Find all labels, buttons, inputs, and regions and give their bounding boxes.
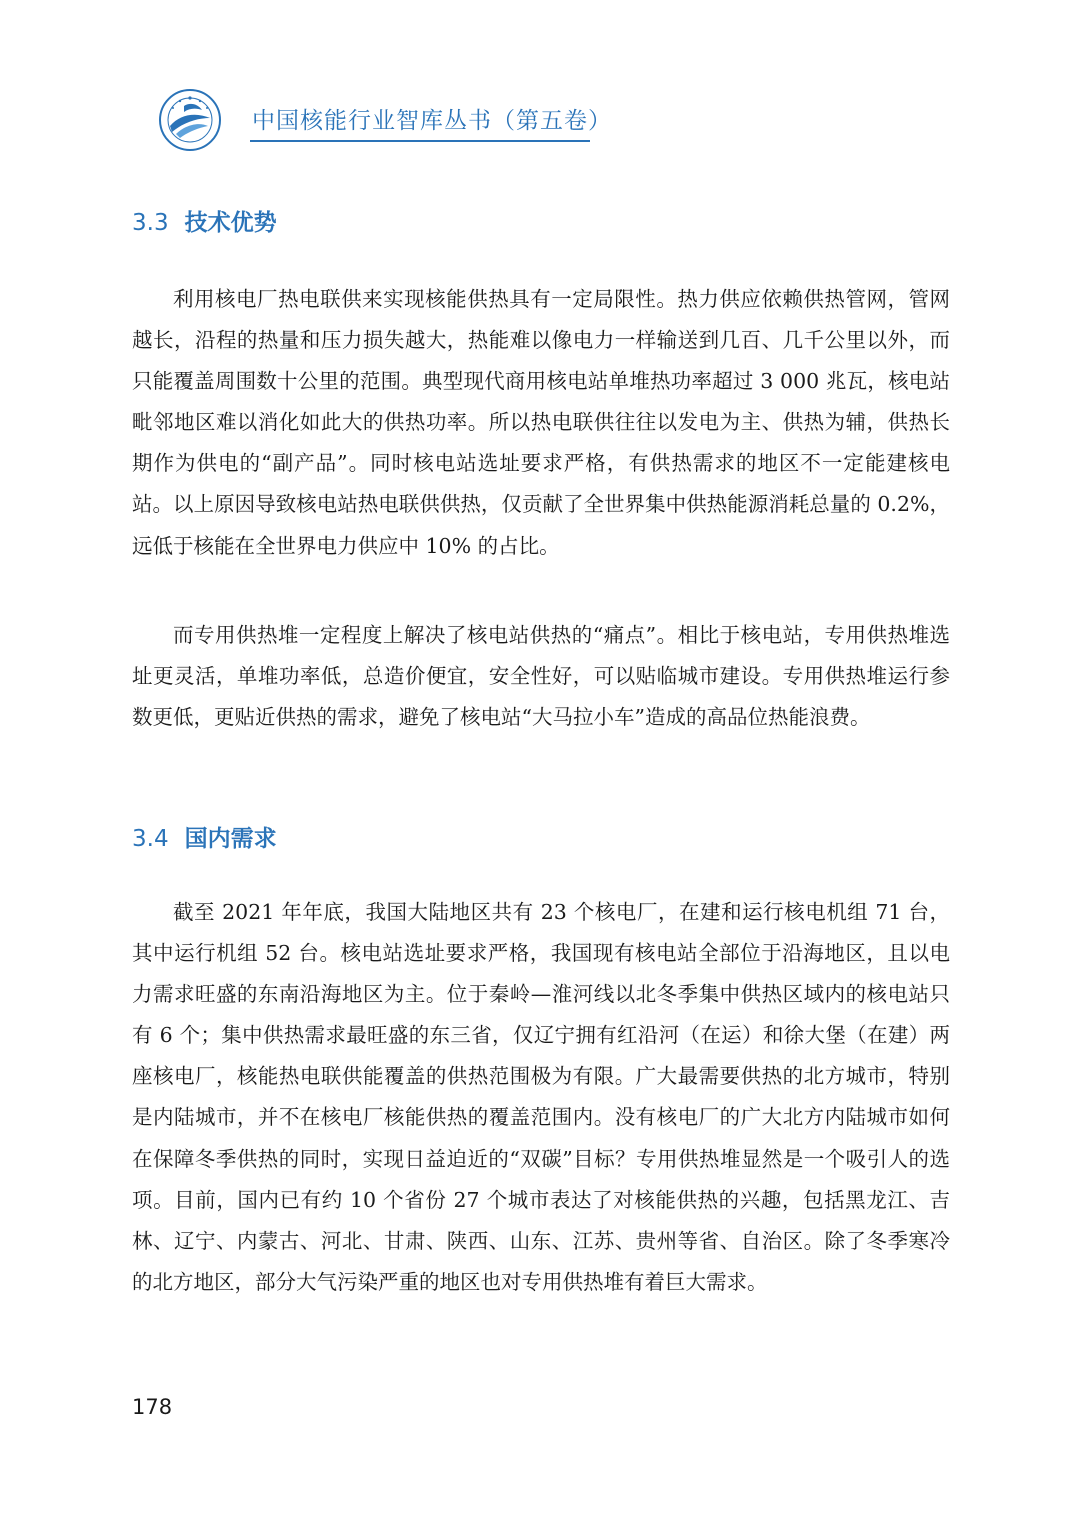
section-heading-3-4 — [132, 820, 277, 853]
running-header — [158, 88, 612, 152]
paragraph: 截至 2021 年年底，我国大陆地区共有 23 个核电厂，在建和运行核电机组 71 台，其中运行机组 52 台。核电站选址要求严格，我国现有核电站全部位于沿海地区，且以电力需求旺盛的东南沿海地区为主。位于秦岭—淮河线以北冬季集中供热区域内的核电站只有 6 个；集中供热需求最旺盛的东三省，仅辽宁拥有红沿河（在运）和徐大堡（在建）两座核电厂，核能热电联供能覆盖的供热范围极为有限。广大最需要供热的北方城市，特别是内陆城市，并不在核电厂核能供热的覆盖范围内。没有核电厂的广大北方内陆城市如何在保障冬季供热的同时，实现日益迫近的“双碳”目标？专用供热堆显然是一个吸引人的选项。目前，国内已有约 10 个省份 27 个城市表达了对核能供热的兴趣，包括黑龙江、吉林、辽宁、内蒙古、河北、甘肃、陕西、山东、江苏、贵州等省、自治区。除了冬季寒冷的北方地区，部分大气污染严重的地区也对专用供热堆有着巨大需求。 — [132, 900, 950, 1294]
section-title: 技术优势 — [184, 210, 277, 236]
book-series-title: 中国核能行业智库丛书（第五卷） — [252, 108, 612, 134]
section-title: 国内需求 — [184, 826, 277, 852]
china-nuclear-energy-association-logo-icon — [158, 88, 222, 152]
paragraph: 而专用供热堆一定程度上解决了核电站供热的“痛点”。相比于核电站，专用供热堆选址更灵活，单堆功率低，总造价便宜，安全性好，可以贴临城市建设。专用供热堆运行参数更低，更贴近供热的需求，避免了核电站“大马拉小车”造成的高品位热能浪费。 — [132, 623, 950, 730]
section-number: 3.4 — [132, 826, 169, 852]
paragraph: 利用核电厂热电联供来实现核能供热具有一定局限性。热力供应依赖供热管网，管网越长，沿程的热量和压力损失越大，热能难以像电力一样输送到几百、几千公里以外，而只能覆盖周围数十公里的范围。典型现代商用核电站单堆热功率超过 3 000 兆瓦，核电站毗邻地区难以消化如此大的供热功率。所以热电联供往往以发电为主、供热为辅，供热长期作为供电的“副产品”。同时核电站选址要求严格，有供热需求的地区不一定能建核电站。以上原因导致核电站热电联供供热，仅贡献了全世界集中供热能源消耗总量的 0.2%，远低于核能在全世界电力供应中 10% 的占比。 — [132, 287, 950, 558]
section-heading-3-3 — [132, 204, 277, 237]
page-number: 178 — [132, 1395, 173, 1419]
section-number: 3.3 — [132, 210, 169, 236]
header-divider — [250, 140, 590, 142]
